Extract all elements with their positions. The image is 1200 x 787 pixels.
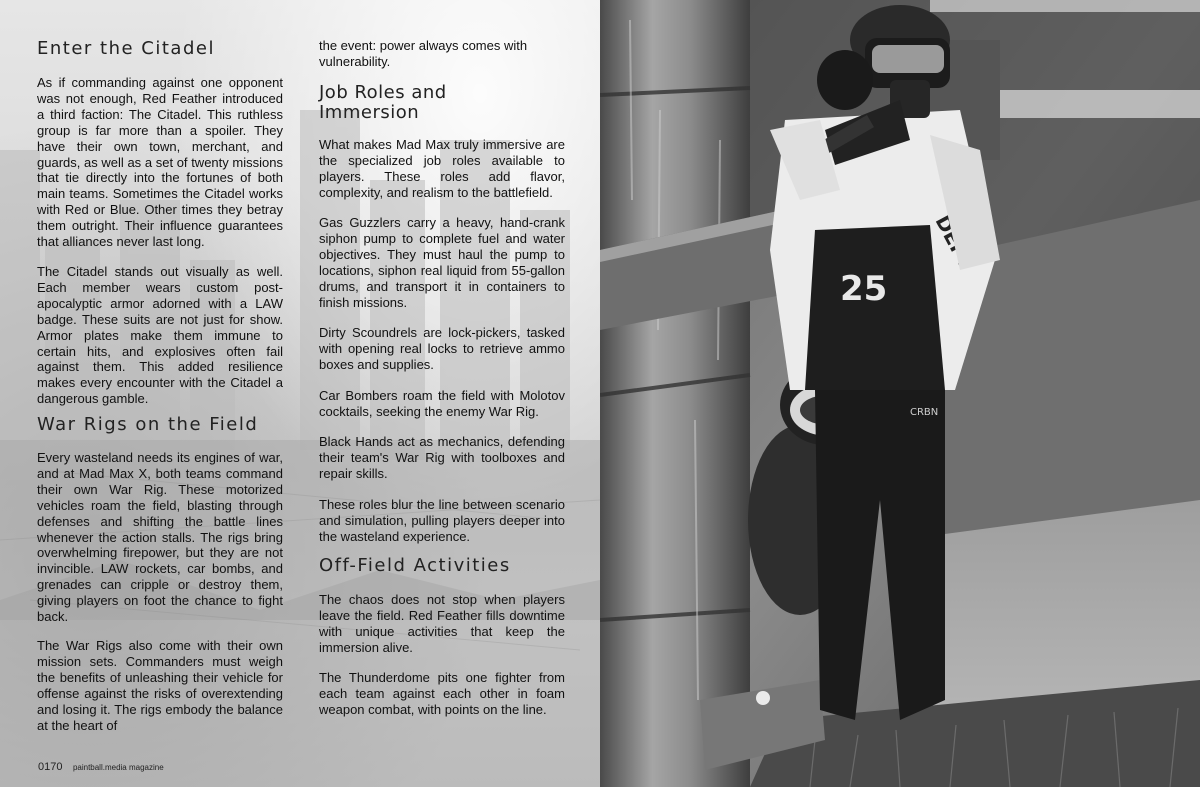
- paragraph: These roles blur the line between scenario and simulation, pulling players deeper into the wasteland experience.: [319, 497, 565, 544]
- heading-job-roles-line-1: Job Roles and: [319, 82, 447, 103]
- paragraph: What makes Mad Max truly immersive are the specialized job roles available to players. These roles add flavor, complexity, and realism to the battlefield.: [319, 137, 565, 200]
- page-number: 0170: [38, 761, 63, 773]
- paragraph: The chaos does not stop when players leave the field. Red Feather fills downtime with unique activities that keep the immersion alive.: [319, 592, 565, 655]
- jersey-number: 25: [840, 269, 888, 309]
- heading-war-rigs-on-the-field: War Rigs on the Field: [37, 414, 259, 435]
- paragraph: the event: power always comes with vulnerability.: [319, 38, 528, 69]
- magazine-name: paintball.media magazine: [72, 763, 164, 772]
- paintball-players-photo-icon: [600, 0, 1200, 787]
- paragraph: Car Bombers roam the field with Molotov cocktails, seeking the enemy War Rig.: [319, 388, 565, 419]
- photo-page: [600, 0, 1200, 787]
- paragraph: Every wasteland needs its engines of war, and at Mad Max X, both teams command their own War Rig. These motorized vehicles roam the field, blasting through defenses and shifting the battle lines whenever the action stalls. The rigs bring overwhelming firepower, but they are not invincible. LAW rockets, car bombs, and grenades can cripple or destroy them, giving players on foot the chance to fight back.: [37, 450, 283, 625]
- paragraph: The Citadel stands out visually as well. Each member wears custom post-apocalyptic armor adorned with a LAW badge. These suits are not just for show. Armor plates make them immune to certain hits, and explosives often fail against them. This added resilience makes every encounter with the Citadel a dangerous gamble.: [37, 264, 283, 407]
- heading-off-field-activities: Off-Field Activities: [319, 555, 511, 576]
- heading-enter-the-citadel: Enter the Citadel: [37, 38, 215, 59]
- pants-text: CRBN: [910, 407, 939, 418]
- paragraph: Black Hands act as mechanics, defending their team's War Rig with toolboxes and repair skills.: [319, 434, 565, 481]
- paragraph: Dirty Scoundrels are lock-pickers, tasked with opening real locks to retrieve ammo boxes and supplies.: [319, 325, 565, 372]
- page-footer: [38, 757, 164, 775]
- paragraph: Gas Guzzlers carry a heavy, hand-crank siphon pump to complete fuel and water objectives. They must haul the pump to locations, siphon real liquid from 55-gallon drums, and transport it in containers to finish missions.: [319, 215, 565, 310]
- paragraph: The Thunderdome pits one fighter from each team against each other in foam weapon combat, with points on the line.: [319, 670, 565, 717]
- paragraph: The War Rigs also come with their own mission sets. Commanders must weigh the benefits of unleashing their vehicle for offense against the risks of overextending and losing it. The rigs embody the balance at the heart of: [37, 638, 283, 733]
- heading-job-roles-line-2: Immersion: [319, 102, 420, 123]
- paragraph: As if commanding against one opponent was not enough, Red Feather introduced a third faction: The Citadel. This ruthless group is far more than a spoiler. They have their own town, merchant, and guards, as well as a set of twenty missions that tie directly into the fortunes of both main teams. Sometimes the Citadel works with Red or Blue. Other times they betray them outright. Their influence guarantees that alliances never last long.: [37, 75, 283, 250]
